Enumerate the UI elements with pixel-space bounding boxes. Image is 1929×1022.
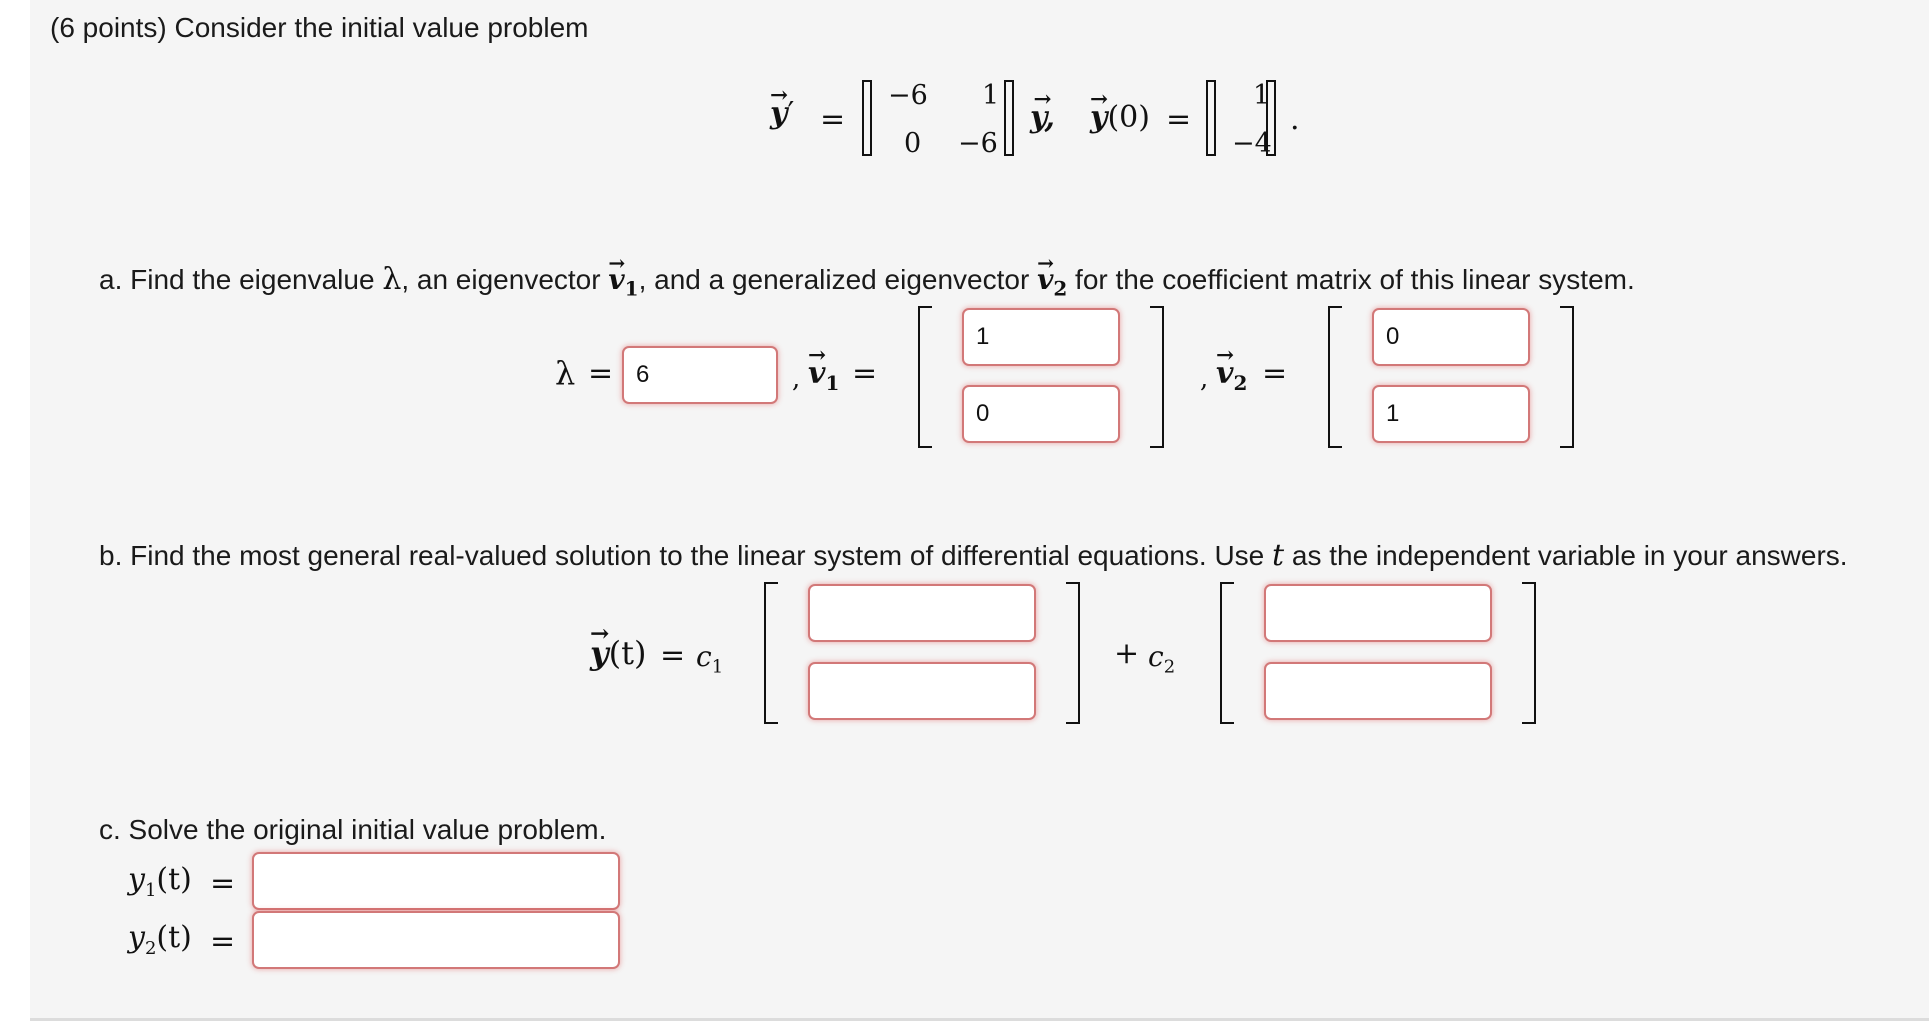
v2-label: → v: [1216, 356, 1233, 391]
v1-left-bracket: [918, 306, 932, 448]
ic-value-1: 1: [1253, 80, 1271, 111]
y1-equals: =: [210, 866, 236, 901]
v2-left-bracket: [1328, 306, 1342, 448]
lambda-symbol: λ: [382, 262, 402, 297]
t-variable: t: [1272, 538, 1285, 573]
part-a-prompt: a. Find the eigenvalue λ, an eigenvector → $v_1$, and a generalized eigenvector → $v_2$ for the coefficient matrix of this linear system.: [99, 262, 1635, 301]
matrix-a12: 1: [982, 80, 1000, 111]
v2-component-2-input[interactable]: 1: [1372, 385, 1530, 443]
matrix-right-bracket: [1004, 80, 1014, 156]
lambda-answer-input[interactable]: 6: [622, 346, 778, 404]
matrix-a11: −6: [888, 80, 928, 111]
vec2-component-2-input[interactable]: [1264, 662, 1492, 720]
plus-sign: +: [1114, 636, 1140, 671]
vec1-component-1-input[interactable]: [808, 584, 1036, 642]
y1-label: y: [128, 862, 145, 897]
ode-period: .: [1290, 102, 1300, 137]
vec1-left-bracket: [764, 582, 778, 724]
ic-y-vector: → y: [1090, 100, 1107, 135]
v2-comma: ,: [1200, 364, 1209, 394]
v2-equals: =: [1262, 356, 1288, 391]
ic-right-bracket: [1266, 80, 1276, 156]
v1-right-bracket: [1150, 306, 1164, 448]
part-b-prompt: b. Find the most general real-valued solution to the linear system of differential equations. Use t as the independent variable in your answers.: [99, 538, 1848, 573]
solution-equals: =: [660, 638, 686, 673]
v2-right-bracket: [1560, 306, 1574, 448]
rhs-y-vector: → y,: [1030, 100, 1055, 135]
vec2-component-1-input[interactable]: [1264, 584, 1492, 642]
solution-arg: (t): [608, 634, 647, 672]
y1-answer-input[interactable]: [252, 852, 620, 910]
matrix-left-bracket: [862, 80, 872, 156]
ode-equals: =: [820, 102, 846, 137]
v1-label: → v: [808, 356, 825, 391]
ic-left-bracket: [1206, 80, 1216, 156]
v2-component-1-input[interactable]: 0: [1372, 308, 1530, 366]
y2-equals: =: [210, 924, 236, 959]
part-c-prompt: c. Solve the original initial value problem.: [99, 814, 607, 845]
v-symbol: → v: [608, 263, 624, 296]
v1-comma: ,: [792, 364, 801, 394]
vec2-left-bracket: [1220, 582, 1234, 724]
y2-answer-input[interactable]: [252, 911, 620, 969]
ic-equals: =: [1166, 102, 1192, 137]
vec2-right-bracket: [1522, 582, 1536, 724]
y-vector-symbol: → y: [770, 96, 787, 131]
v-symbol-2: → v: [1037, 263, 1053, 296]
vec1-right-bracket: [1066, 582, 1080, 724]
lambda-equals: =: [588, 356, 614, 391]
vec1-component-2-input[interactable]: [808, 662, 1036, 720]
c1-label: c: [696, 640, 712, 673]
matrix-a22: −6: [958, 128, 998, 159]
v1-component-2-input[interactable]: 0: [962, 385, 1120, 443]
ic-value-2: −4: [1232, 128, 1272, 159]
lambda-label: λ: [555, 354, 576, 392]
v1-equals: =: [852, 356, 878, 391]
ic-arg: (0): [1107, 100, 1150, 135]
problem-title: (6 points) Consider the initial value problem: [50, 12, 589, 43]
prime-mark: ′: [787, 96, 795, 131]
solution-y-vector: → y: [590, 634, 609, 672]
y2-label: y: [128, 920, 145, 955]
c2-label: c: [1148, 640, 1164, 673]
matrix-a21: 0: [904, 128, 922, 159]
v1-component-1-input[interactable]: 1: [962, 308, 1120, 366]
